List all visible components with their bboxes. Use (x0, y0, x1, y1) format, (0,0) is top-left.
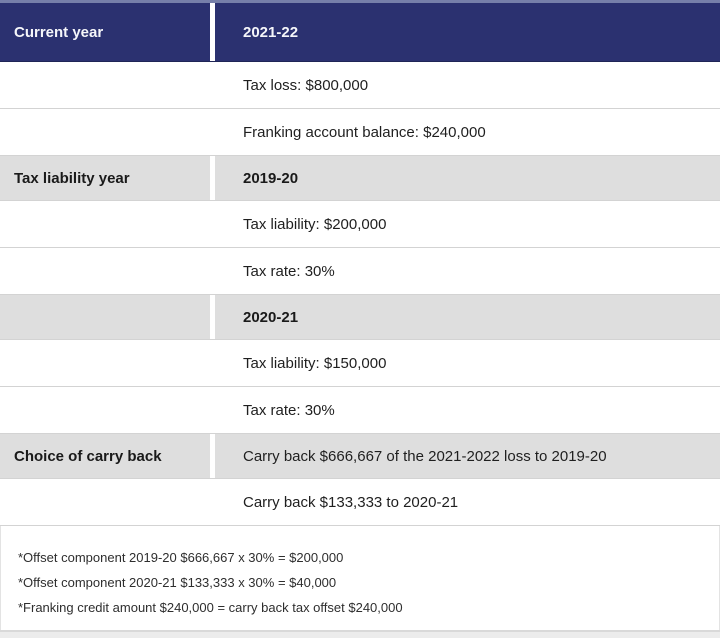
table-row (0, 62, 720, 109)
table-row (0, 248, 720, 295)
table-row (0, 387, 720, 434)
row-value-cell: Tax liability: $150,000 (243, 354, 387, 372)
section-label-cell: Choice of carry back (0, 434, 215, 478)
header-value-cell: 2021-22 (243, 23, 299, 41)
section-row-2020-21 (0, 295, 720, 340)
table-row (0, 479, 720, 526)
footnote-offset-2019-20: *Offset component 2019-20 $666,667 x 30% = $200,000 (18, 550, 344, 565)
tax-carry-back-table (0, 3, 720, 526)
footnote-offset-2020-21: *Offset component 2020-21 $133,333 x 30% = $40,000 (18, 575, 337, 590)
table-row (0, 340, 720, 387)
row-label-cell (0, 340, 215, 386)
row-label-cell (0, 387, 215, 433)
header-label-cell: Current year (0, 3, 215, 61)
row-label-cell (0, 479, 215, 525)
row-value-cell: Tax loss: $800,000 (243, 76, 369, 94)
footnote-franking-credit: *Franking credit amount $240,000 = carry back tax offset $240,000 (18, 600, 403, 615)
table-row (0, 201, 720, 248)
row-label-cell (0, 248, 215, 294)
bottom-strip (0, 630, 720, 638)
row-value-cell: Tax liability: $200,000 (243, 215, 387, 233)
section-label-cell (0, 295, 215, 339)
row-value-cell: Carry back $133,333 to 2020-21 (243, 493, 459, 511)
row-value-cell: Carry back $666,667 of the 2021-2022 loss to 2019-20 (243, 447, 607, 465)
section-row-choice-of-carry-back (0, 434, 720, 479)
section-row-tax-liability-year (0, 156, 720, 201)
section-year-cell: 2019-20 (243, 169, 299, 187)
section-year-cell: 2020-21 (243, 308, 299, 326)
row-value-cell: Franking account balance: $240,000 (243, 123, 486, 141)
row-label-cell (0, 201, 215, 247)
footnotes-block (0, 526, 720, 630)
row-value-cell: Tax rate: 30% (243, 401, 335, 419)
section-label-cell: Tax liability year (0, 156, 215, 200)
table-row (0, 109, 720, 156)
row-label-cell (0, 109, 215, 155)
row-value-cell: Tax rate: 30% (243, 262, 335, 280)
row-label-cell (0, 62, 215, 108)
table-header-row (0, 3, 720, 62)
